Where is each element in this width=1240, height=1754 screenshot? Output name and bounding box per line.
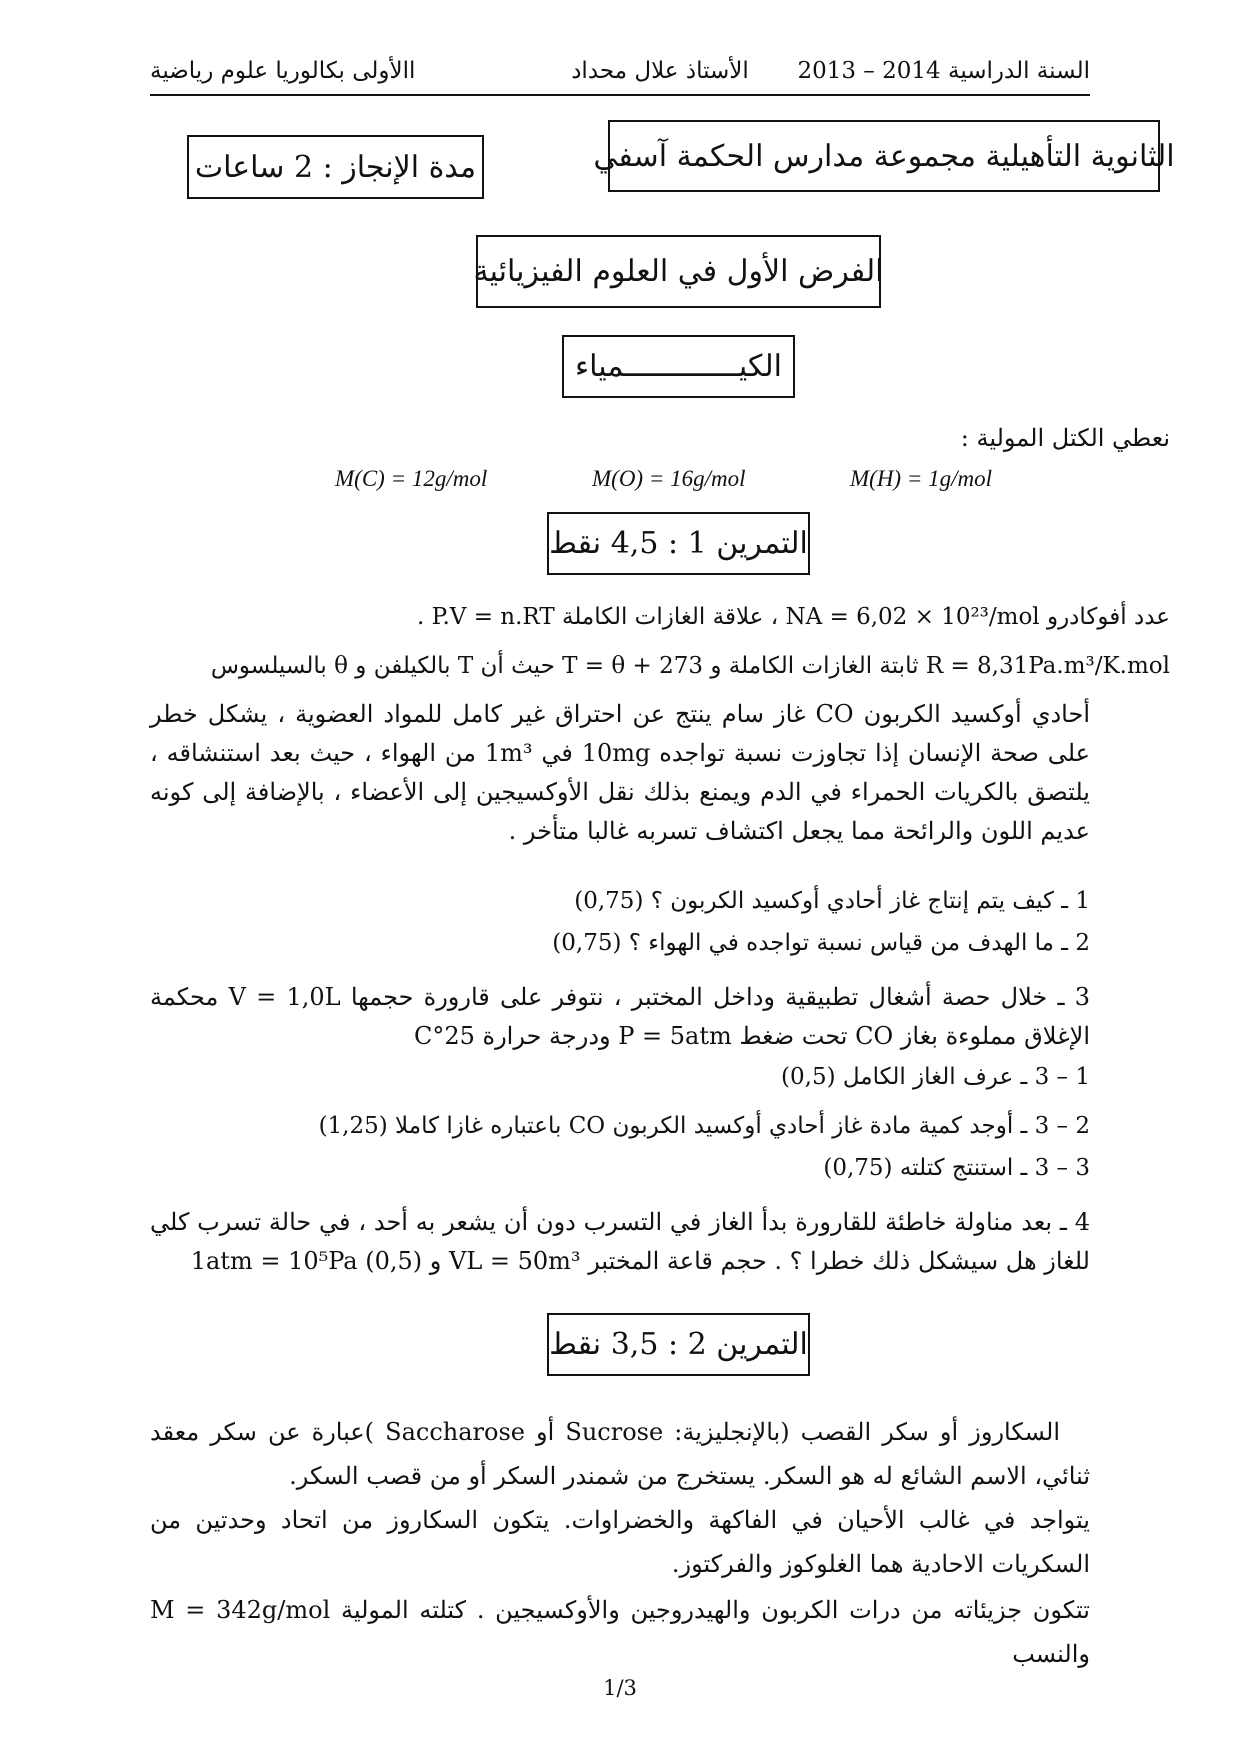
- class-level: االأولى بكالوريا علوم رياضية: [150, 58, 416, 84]
- ex2-paragraph-2: يتواجد في غالب الأحيان في الفاكهة والخضراوات. يتكون السكاروز من اتحاد وحدتين من السكريات الاحادية هما الغلوكوز والفركتوز.: [150, 1506, 1090, 1578]
- subject-box: الكيـــــــــــــمياء: [562, 335, 795, 398]
- ex1-question-2: 2 ـ ما الهدف من قياس نسبة تواجده في الهواء ؟ (0,75): [552, 930, 1090, 956]
- teacher-name: الأستاذ علال محداد: [571, 58, 749, 84]
- duration-box: مدة الإنجاز : 2 ساعات: [187, 135, 484, 199]
- molar-intro: نعطي الكتل المولية :: [960, 424, 1170, 452]
- ex1-question-1: 1 ـ كيف يتم إنتاج غاز أحادي أوكسيد الكربون ؟ (0,75): [574, 888, 1090, 914]
- ex1-given-avogadro: عدد أفوكادرو NA = 6,02 × 10²³/mol ، علاقة الغازات الكاملة P.V = n.RT .: [417, 604, 1170, 630]
- ex1-question-3-2: 2 – 3 ـ أوجد كمية مادة غاز أحادي أوكسيد الكربون CO باعتباره غازا كاملا (1,25): [318, 1113, 1090, 1139]
- ex1-question-3-3: 3 – 3 ـ استنتج كتلته (0,75): [823, 1155, 1090, 1181]
- page-number: 1/3: [603, 1676, 637, 1700]
- exercise-1-title: التمرين 1 : 4,5 نقط: [547, 512, 810, 575]
- ex1-question-3-1: 1 – 3 ـ عرف الغاز الكامل (0,5): [781, 1064, 1090, 1090]
- molar-h: M(H) = 1g/mol: [850, 466, 992, 491]
- exercise-2-title: التمرين 2 : 3,5 نقط: [547, 1313, 810, 1376]
- ex2-paragraph-1: السكاروز أو سكر القصب (بالإنجليزية: Sucrose أو Saccharose )عبارة عن سكر معقد ثنائي، الاسم الشائع له هو السكر. يستخرج من شمندر السكر أو من قصب السكر.: [150, 1418, 1090, 1490]
- school-year: السنة الدراسية 2014 – 2013: [797, 58, 1090, 84]
- ex2-paragraph-3: تتكون جزيئاته من درات الكربون والهيدروجين والأوكسيجين . كتلته المولية M = 342g/mol والنسب: [150, 1596, 1090, 1668]
- ex1-question-4: 4 ـ بعد مناولة خاطئة للقارورة بدأ الغاز في التسرب دون أن يشعر به أحد ، في حالة تسرب كلي للغاز هل سيشكل ذلك خطرا ؟ . حجم قاعة المختبر VL = 50m³ و 1atm = 10⁵Pa (0,5): [150, 1208, 1090, 1275]
- header-divider: [150, 94, 1090, 96]
- molar-c: M(C) = 12g/mol: [335, 466, 488, 491]
- ex1-question-3: 3 ـ خلال حصة أشغال تطبيقية وداخل المختبر ، نتوفر على قارورة حجمها V = 1,0L محكمة الإغلاق مملوءة بغاز CO تحت ضغط P = 5atm ودرجة حرارة 25°C: [150, 983, 1090, 1050]
- ex1-text: أحادي أوكسيد الكربون CO غاز سام ينتج عن احتراق غير كامل للمواد العضوية ، يشكل خطر على صحة الإنسان إذا تجاوزت نسبة تواجده 10mg في 1m³ من الهواء ، حيث بعد استنشاقه ، يلتصق بالكريات الحمراء في الدم ويمنع بذلك نقل الأوكسيجين إلى الأعضاء ، بالإضافة إلى كونه عديم اللون والرائحة مما يجعل اكتشاف تسربه غالبا متأخر .: [150, 700, 1091, 845]
- molar-o: M(O) = 16g/mol: [592, 466, 746, 491]
- ex1-given-gas-constant: R = 8,31Pa.m³/K.mol ثابتة الغازات الكاملة و T = θ + 273 حيث أن T بالكيلفن و θ بالسيلسوس: [210, 653, 1170, 679]
- school-box: الثانوية التأهيلية مجموعة مدارس الحكمة آسفي: [608, 120, 1160, 192]
- exam-title-box: الفرض الأول في العلوم الفيزيائية: [476, 235, 881, 308]
